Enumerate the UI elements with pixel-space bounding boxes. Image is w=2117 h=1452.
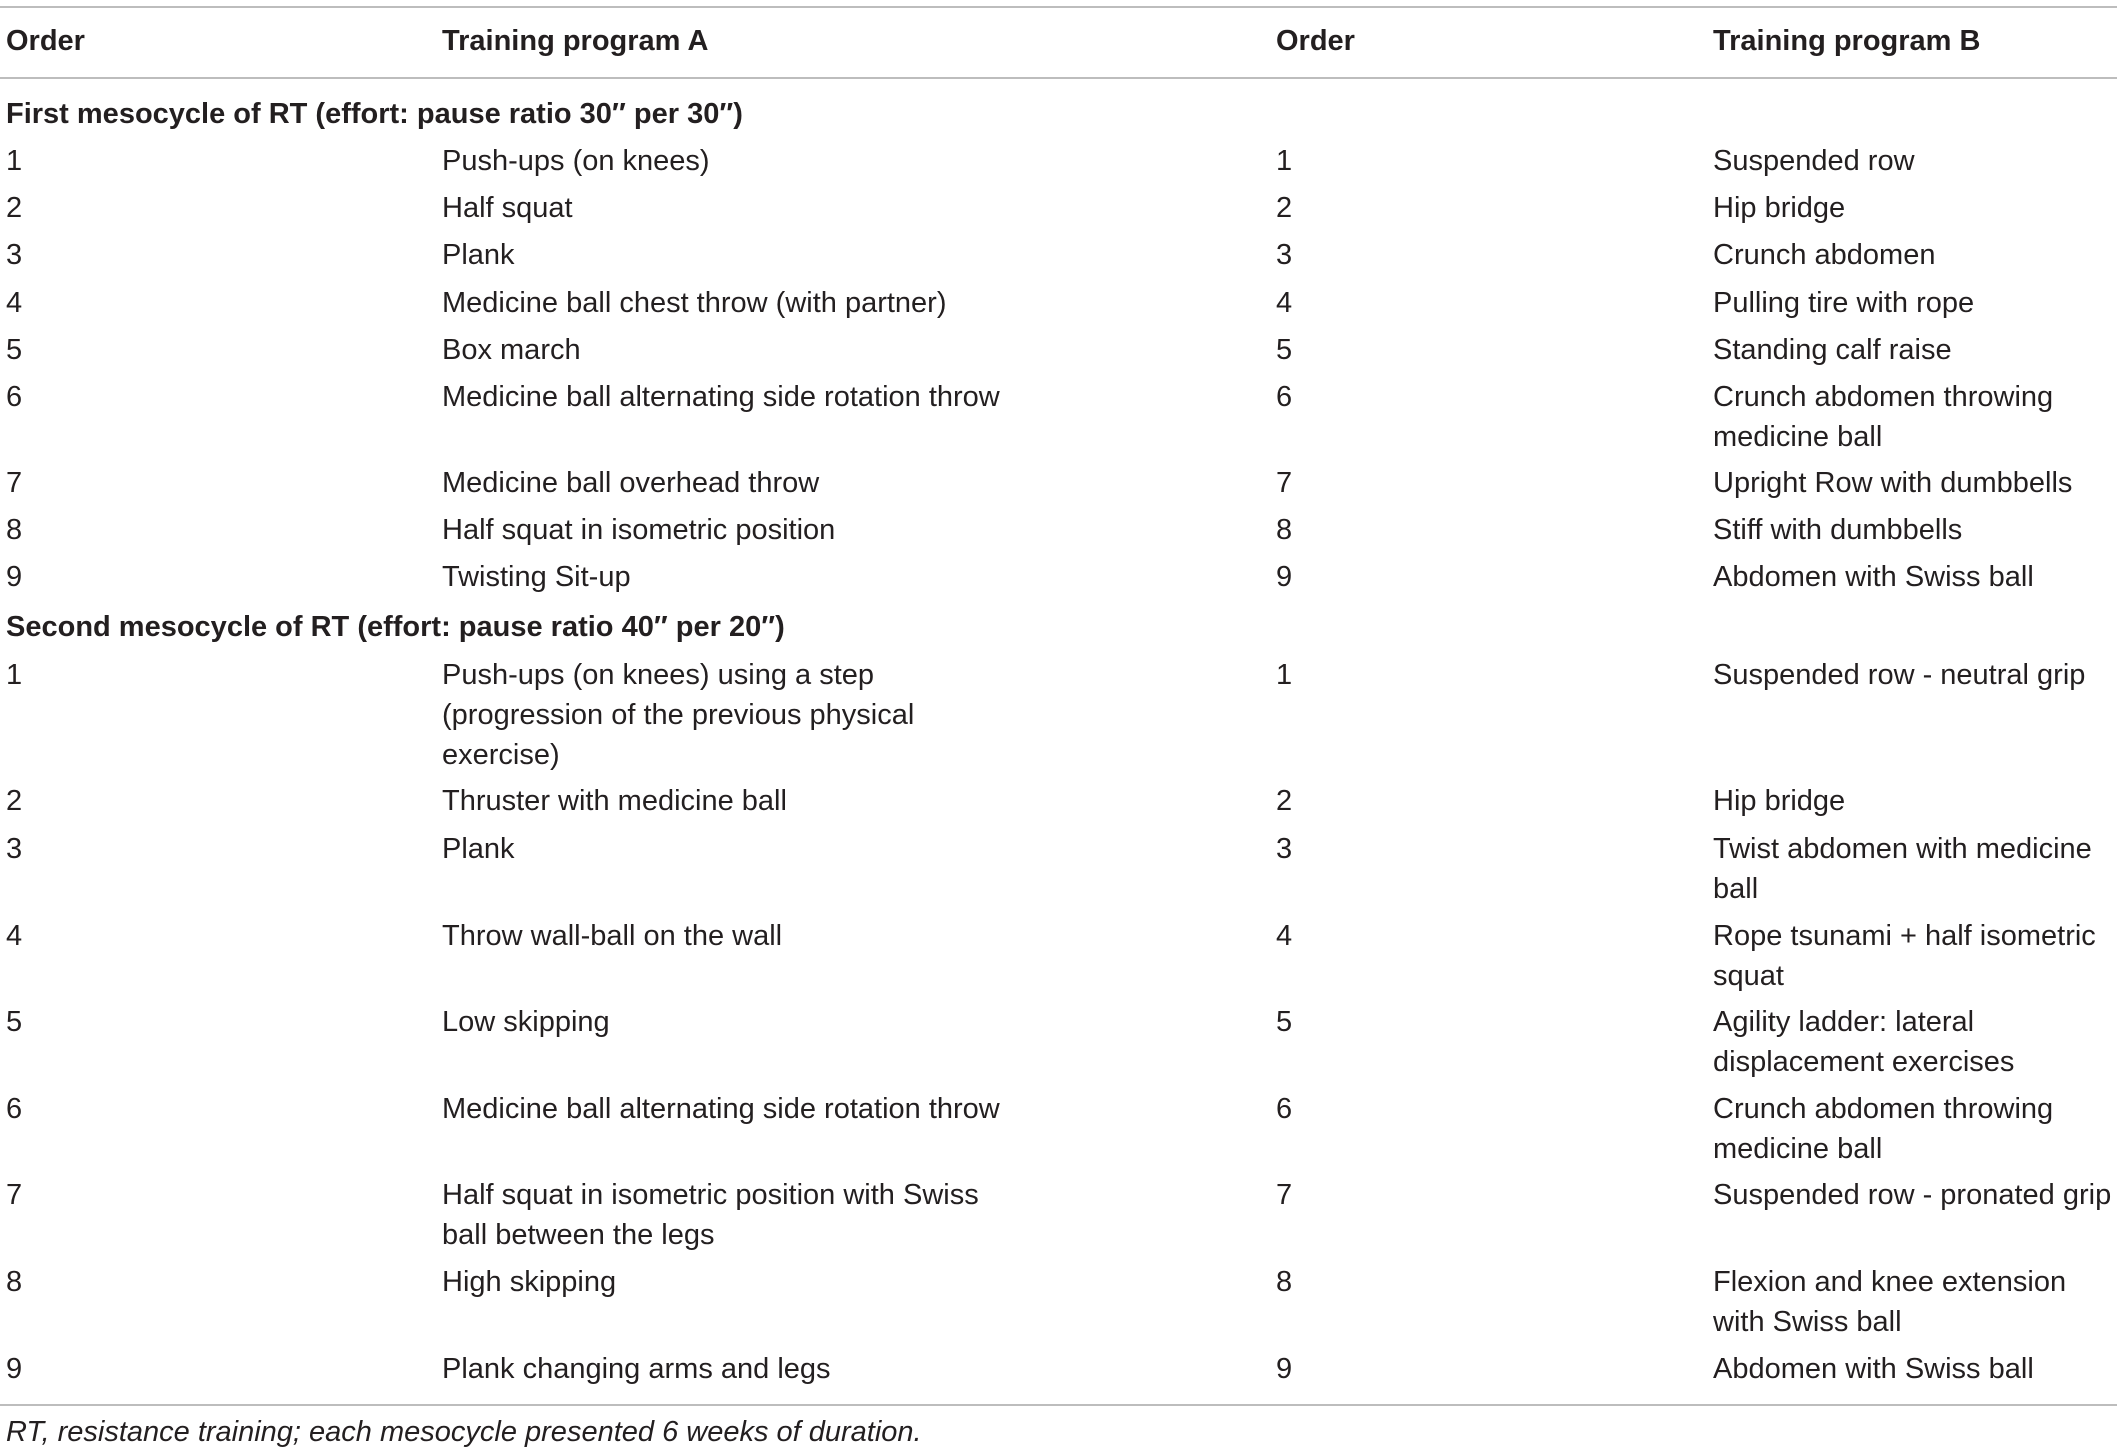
program-a-cell: Push-ups (on knees) (442, 145, 710, 177)
program-a-cell: Half squat in isometric position with Swiss ball between the legs (442, 1179, 979, 1251)
order-b-cell: 6 (1276, 381, 1293, 413)
order-a-cell: 9 (6, 1353, 23, 1385)
order-a-cell: 6 (6, 1093, 23, 1125)
order-a-cell: 3 (6, 833, 23, 865)
program-b-cell: Pulling tire with rope (1713, 287, 1975, 319)
program-b-cell: Rope tsunami + half isometric squat (1713, 920, 2096, 992)
order-b-cell: 1 (1276, 145, 1293, 177)
section-title: Second mesocycle of RT (effort: pause ratio 40′′ per 20′′) (6, 611, 785, 643)
program-b-cell: Twist abdomen with medicine ball (1713, 833, 2092, 905)
header-program-a: Training program A (442, 25, 709, 57)
program-a-cell: High skipping (442, 1266, 617, 1298)
program-a-cell: Box march (442, 334, 581, 366)
order-a-cell: 6 (6, 381, 23, 413)
program-a-cell: Half squat (442, 192, 573, 224)
program-a-cell: Half squat in isometric position (442, 514, 836, 546)
order-a-cell: 4 (6, 920, 23, 952)
program-b-cell: Crunch abdomen throwing medicine ball (1713, 381, 2054, 453)
program-b-cell: Flexion and knee extension with Swiss ball (1713, 1266, 2067, 1338)
order-b-cell: 2 (1276, 192, 1293, 224)
order-a-cell: 4 (6, 287, 23, 319)
table-bottom-rule (0, 1404, 2117, 1406)
order-b-cell: 4 (1276, 920, 1293, 952)
order-b-cell: 2 (1276, 785, 1293, 817)
header-rule (0, 77, 2117, 79)
program-a-cell: Medicine ball alternating side rotation throw (442, 1093, 1000, 1125)
program-a-cell: Plank (442, 239, 515, 271)
header-program-b: Training program B (1713, 25, 1981, 57)
order-b-cell: 4 (1276, 287, 1293, 319)
program-b-cell: Standing calf raise (1713, 334, 1952, 366)
program-b-cell: Crunch abdomen (1713, 239, 1936, 271)
program-b-cell: Stiff with dumbbells (1713, 514, 1963, 546)
program-b-cell: Upright Row with dumbbells (1713, 467, 2073, 499)
program-a-cell: Medicine ball overhead throw (442, 467, 820, 499)
order-a-cell: 7 (6, 1179, 23, 1211)
program-a-cell: Plank changing arms and legs (442, 1353, 831, 1385)
order-b-cell: 3 (1276, 833, 1293, 865)
order-a-cell: 9 (6, 561, 23, 593)
order-a-cell: 5 (6, 1006, 23, 1038)
order-b-cell: 9 (1276, 1353, 1293, 1385)
header-order-b: Order (1276, 25, 1355, 57)
order-a-cell: 2 (6, 192, 23, 224)
program-b-cell: Agility ladder: lateral displacement exercises (1713, 1006, 2015, 1078)
program-b-cell: Hip bridge (1713, 192, 1846, 224)
program-a-cell: Push-ups (on knees) using a step (progression of the previous physical exercise) (442, 659, 915, 771)
order-a-cell: 7 (6, 467, 23, 499)
order-b-cell: 9 (1276, 561, 1293, 593)
order-b-cell: 5 (1276, 334, 1293, 366)
order-a-cell: 3 (6, 239, 23, 271)
program-a-cell: Low skipping (442, 1006, 610, 1038)
program-a-cell: Thruster with medicine ball (442, 785, 787, 817)
order-a-cell: 8 (6, 514, 23, 546)
order-a-cell: 1 (6, 145, 23, 177)
order-b-cell: 5 (1276, 1006, 1293, 1038)
program-a-cell: Plank (442, 833, 515, 865)
program-a-cell: Medicine ball alternating side rotation throw (442, 381, 1000, 413)
order-a-cell: 8 (6, 1266, 23, 1298)
section-title: First mesocycle of RT (effort: pause ratio 30′′ per 30′′) (6, 98, 743, 130)
order-b-cell: 8 (1276, 1266, 1293, 1298)
program-b-cell: Abdomen with Swiss ball (1713, 1353, 2034, 1385)
order-a-cell: 1 (6, 659, 23, 691)
order-b-cell: 3 (1276, 239, 1293, 271)
program-b-cell: Suspended row (1713, 145, 1915, 177)
program-b-cell: Crunch abdomen throwing medicine ball (1713, 1093, 2054, 1165)
header-order-a: Order (6, 25, 85, 57)
program-b-cell: Suspended row - neutral grip (1713, 659, 2086, 691)
table-footnote: RT, resistance training; each mesocycle presented 6 weeks of duration. (6, 1416, 922, 1448)
table-top-rule (0, 6, 2117, 8)
order-b-cell: 7 (1276, 467, 1293, 499)
program-a-cell: Medicine ball chest throw (with partner) (442, 287, 947, 319)
order-b-cell: 7 (1276, 1179, 1293, 1211)
order-b-cell: 8 (1276, 514, 1293, 546)
order-a-cell: 5 (6, 334, 23, 366)
program-b-cell: Suspended row - pronated grip (1713, 1179, 2112, 1211)
order-b-cell: 6 (1276, 1093, 1293, 1125)
program-a-cell: Throw wall-ball on the wall (442, 920, 783, 952)
order-a-cell: 2 (6, 785, 23, 817)
program-b-cell: Hip bridge (1713, 785, 1846, 817)
order-b-cell: 1 (1276, 659, 1293, 691)
program-a-cell: Twisting Sit-up (442, 561, 631, 593)
program-b-cell: Abdomen with Swiss ball (1713, 561, 2034, 593)
